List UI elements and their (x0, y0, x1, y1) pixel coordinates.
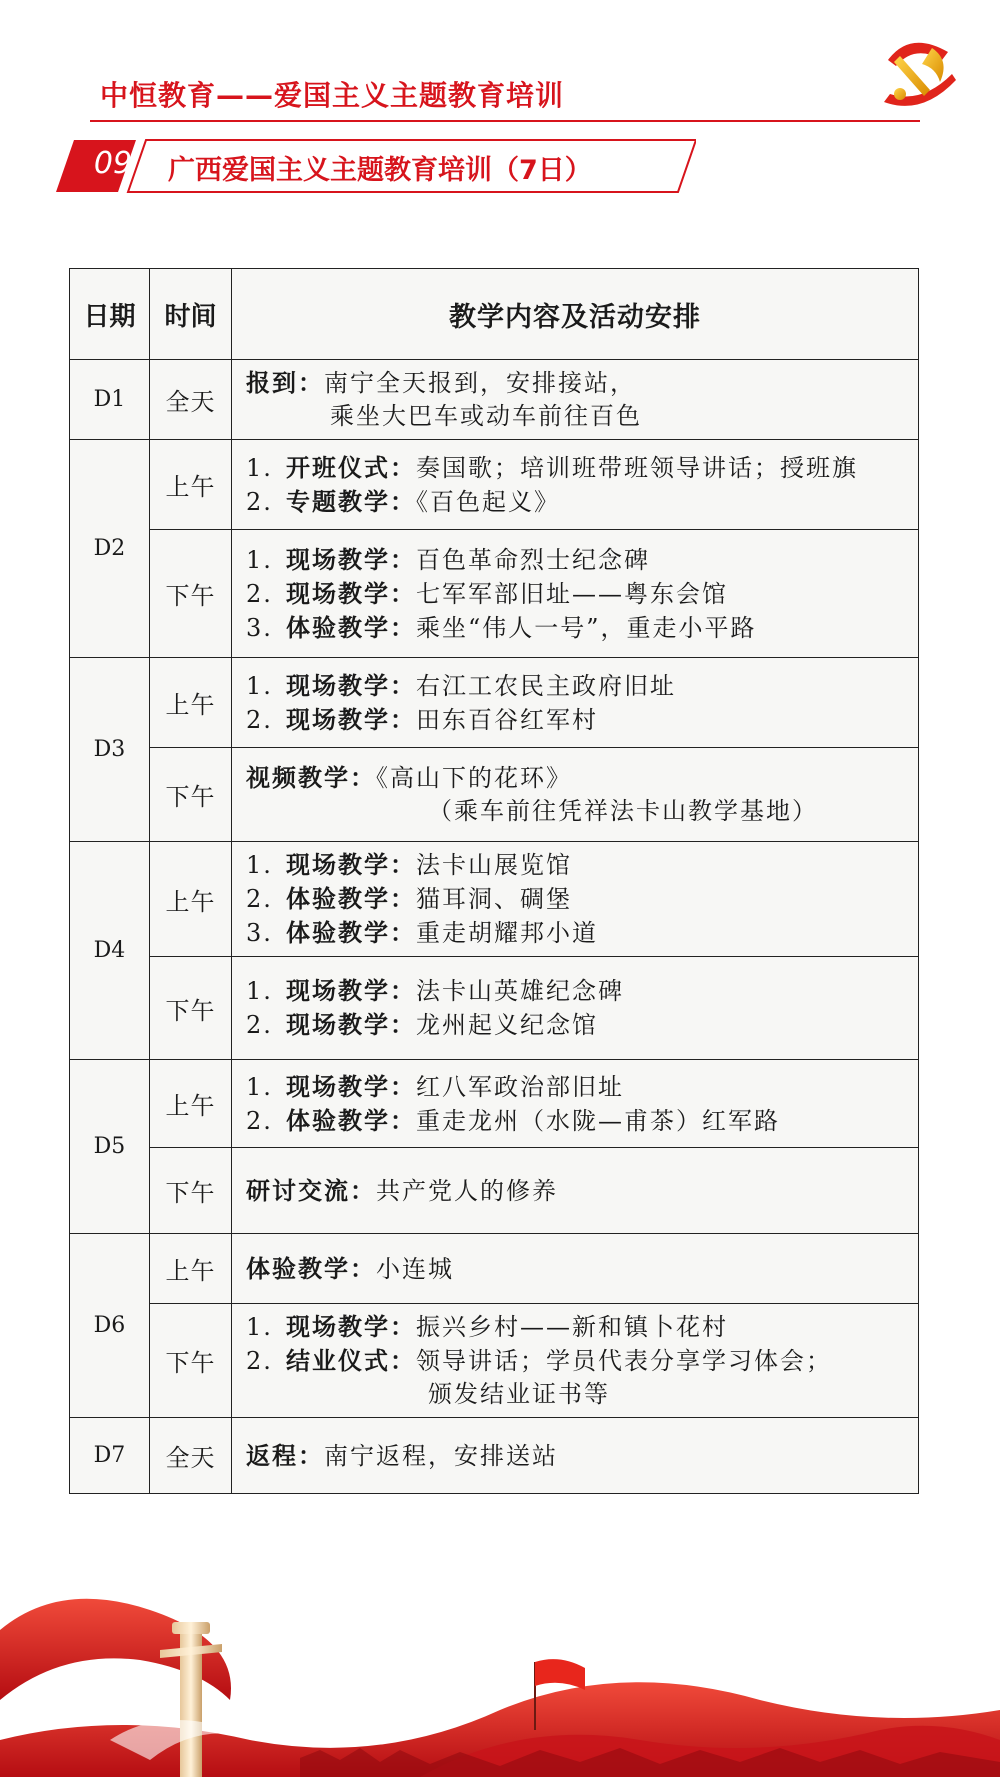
time-cell: 上午 (150, 1060, 232, 1148)
content-cell (232, 1304, 919, 1418)
section-number: 09 (93, 146, 133, 181)
time-cell: 上午 (150, 842, 232, 957)
item-label: 体验教学： (286, 612, 416, 642)
day-cell: D6 (70, 1234, 150, 1418)
table-row (70, 1148, 919, 1234)
time-cell: 下午 (150, 957, 232, 1060)
item-label: 现场教学： (286, 976, 416, 1005)
item-label: 现场教学： (286, 544, 416, 574)
item-text: 重走胡耀邦小道 (416, 919, 598, 947)
table-row (70, 1418, 919, 1494)
item-number: 1. (246, 545, 273, 574)
header-content: 教学内容及活动安排 (232, 269, 919, 360)
item-text: 红八军政治部旧址 (416, 1072, 624, 1101)
time-cell: 下午 (150, 1304, 232, 1418)
item-text: 共产党人的修养 (376, 1176, 558, 1205)
item-text: 奏国歌；培训班带班领导讲话；授班旗 (416, 453, 858, 482)
table-row (70, 530, 919, 658)
time-cell: 上午 (150, 1234, 232, 1304)
time-cell: 下午 (150, 748, 232, 842)
item-number: 1. (246, 851, 273, 879)
item-label: 体验教学： (246, 1253, 376, 1283)
item-number: 2. (246, 705, 273, 734)
item-label: 返程： (246, 1440, 324, 1470)
section-title: 广西爱国主义主题教育培训（7日） (168, 155, 592, 186)
item-label: 结业仪式： (286, 1346, 416, 1375)
content-cell (232, 842, 919, 957)
item-text: 南宁返程，安排送站 (324, 1441, 558, 1470)
item-text: 猫耳洞、碉堡 (416, 885, 572, 913)
item-text: 颁发结业证书等 (428, 1380, 610, 1408)
table-row (70, 1304, 919, 1418)
item-text: 《高山下的花环》 (376, 764, 572, 792)
item-label: 现场教学： (286, 1071, 416, 1101)
item-label: 报到： (246, 368, 324, 397)
time-cell: 全天 (150, 360, 232, 440)
item-label: 现场教学： (286, 670, 416, 700)
day-cell: D2 (70, 440, 150, 658)
brand-title: 中恒教育——爱国主义主题教育培训 (100, 79, 565, 112)
item-label: 现场教学： (286, 850, 416, 879)
table-row (70, 1234, 919, 1304)
item-text: 田东百谷红军村 (416, 705, 598, 734)
item-number: 1. (246, 1072, 273, 1101)
header-day: 日期 (70, 269, 150, 360)
schedule-table (69, 268, 919, 1494)
item-text: 领导讲话；学员代表分享学习体会； (416, 1347, 832, 1375)
content-cell (232, 360, 919, 440)
item-text: 右江工农民主政府旧址 (416, 671, 676, 700)
item-number: 3. (246, 919, 273, 947)
content-cell (232, 1148, 919, 1234)
item-label: 研讨交流： (246, 1175, 376, 1205)
content-cell (232, 530, 919, 658)
item-label: 体验教学： (286, 884, 416, 913)
item-number: 2. (246, 1347, 273, 1375)
item-number: 1. (246, 977, 273, 1005)
item-text: （乘车前往凭祥法卡山教学基地） (428, 797, 818, 825)
day-cell: D3 (70, 658, 150, 842)
item-text: 《百色起义》 (416, 487, 560, 516)
time-cell: 上午 (150, 658, 232, 748)
table-row (70, 440, 919, 530)
time-cell: 全天 (150, 1418, 232, 1494)
table-header-row (70, 269, 919, 360)
content-cell (232, 957, 919, 1060)
item-label: 现场教学： (286, 704, 416, 734)
content-cell (232, 1234, 919, 1304)
day-cell: D4 (70, 842, 150, 1060)
table-row (70, 842, 919, 957)
item-number: 1. (246, 453, 273, 482)
party-emblem-icon (870, 30, 965, 120)
item-text: 法卡山展览馆 (416, 851, 572, 879)
item-text: 龙州起义纪念馆 (416, 1011, 598, 1039)
item-text: 百色革命烈士纪念碑 (416, 545, 650, 574)
item-number: 2. (246, 1106, 273, 1135)
item-number: 2. (246, 885, 273, 913)
item-number: 2. (246, 579, 273, 608)
table-row (70, 748, 919, 842)
item-text: 重走龙州（水陇—甫茶）红军路 (416, 1106, 780, 1135)
time-cell: 下午 (150, 1148, 232, 1234)
content-cell (232, 748, 919, 842)
day-cell: D1 (70, 360, 150, 440)
item-text: 七军军部旧址——粤东会馆 (416, 579, 728, 608)
content-cell (232, 1060, 919, 1148)
item-label: 体验教学： (286, 918, 416, 947)
item-number: 3. (246, 613, 273, 642)
table-row (70, 1060, 919, 1148)
time-cell: 下午 (150, 530, 232, 658)
table-row (70, 658, 919, 748)
item-number: 1. (246, 671, 273, 700)
item-label: 开班仪式： (286, 452, 416, 482)
item-text: 南宁全天报到，安排接站， (324, 369, 636, 397)
item-number: 2. (246, 1011, 273, 1039)
item-label: 视频教学： (246, 763, 376, 792)
table-row (70, 957, 919, 1060)
item-number: 1. (246, 1313, 273, 1341)
item-label: 体验教学： (286, 1105, 416, 1135)
day-cell: D5 (70, 1060, 150, 1234)
header-divider (90, 120, 920, 122)
day-cell: D7 (70, 1418, 150, 1494)
item-number: 2. (246, 487, 273, 516)
header-time: 时间 (150, 269, 232, 360)
item-text: 振兴乡村——新和镇卜花村 (416, 1313, 728, 1341)
item-text: 乘坐“伟人一号”，重走小平路 (416, 613, 757, 642)
item-text: 小连城 (376, 1254, 454, 1283)
item-text: 乘坐大巴车或动车前往百色 (330, 402, 642, 430)
content-cell (232, 1418, 919, 1494)
item-label: 专题教学： (286, 486, 416, 516)
time-cell: 上午 (150, 440, 232, 530)
item-label: 现场教学： (286, 1010, 416, 1039)
table-row (70, 360, 919, 440)
content-cell (232, 658, 919, 748)
content-cell (232, 440, 919, 530)
item-text: 法卡山英雄纪念碑 (416, 977, 624, 1005)
item-label: 现场教学： (286, 1312, 416, 1341)
footer-banner-art (0, 1590, 1000, 1777)
item-label: 现场教学： (286, 578, 416, 608)
